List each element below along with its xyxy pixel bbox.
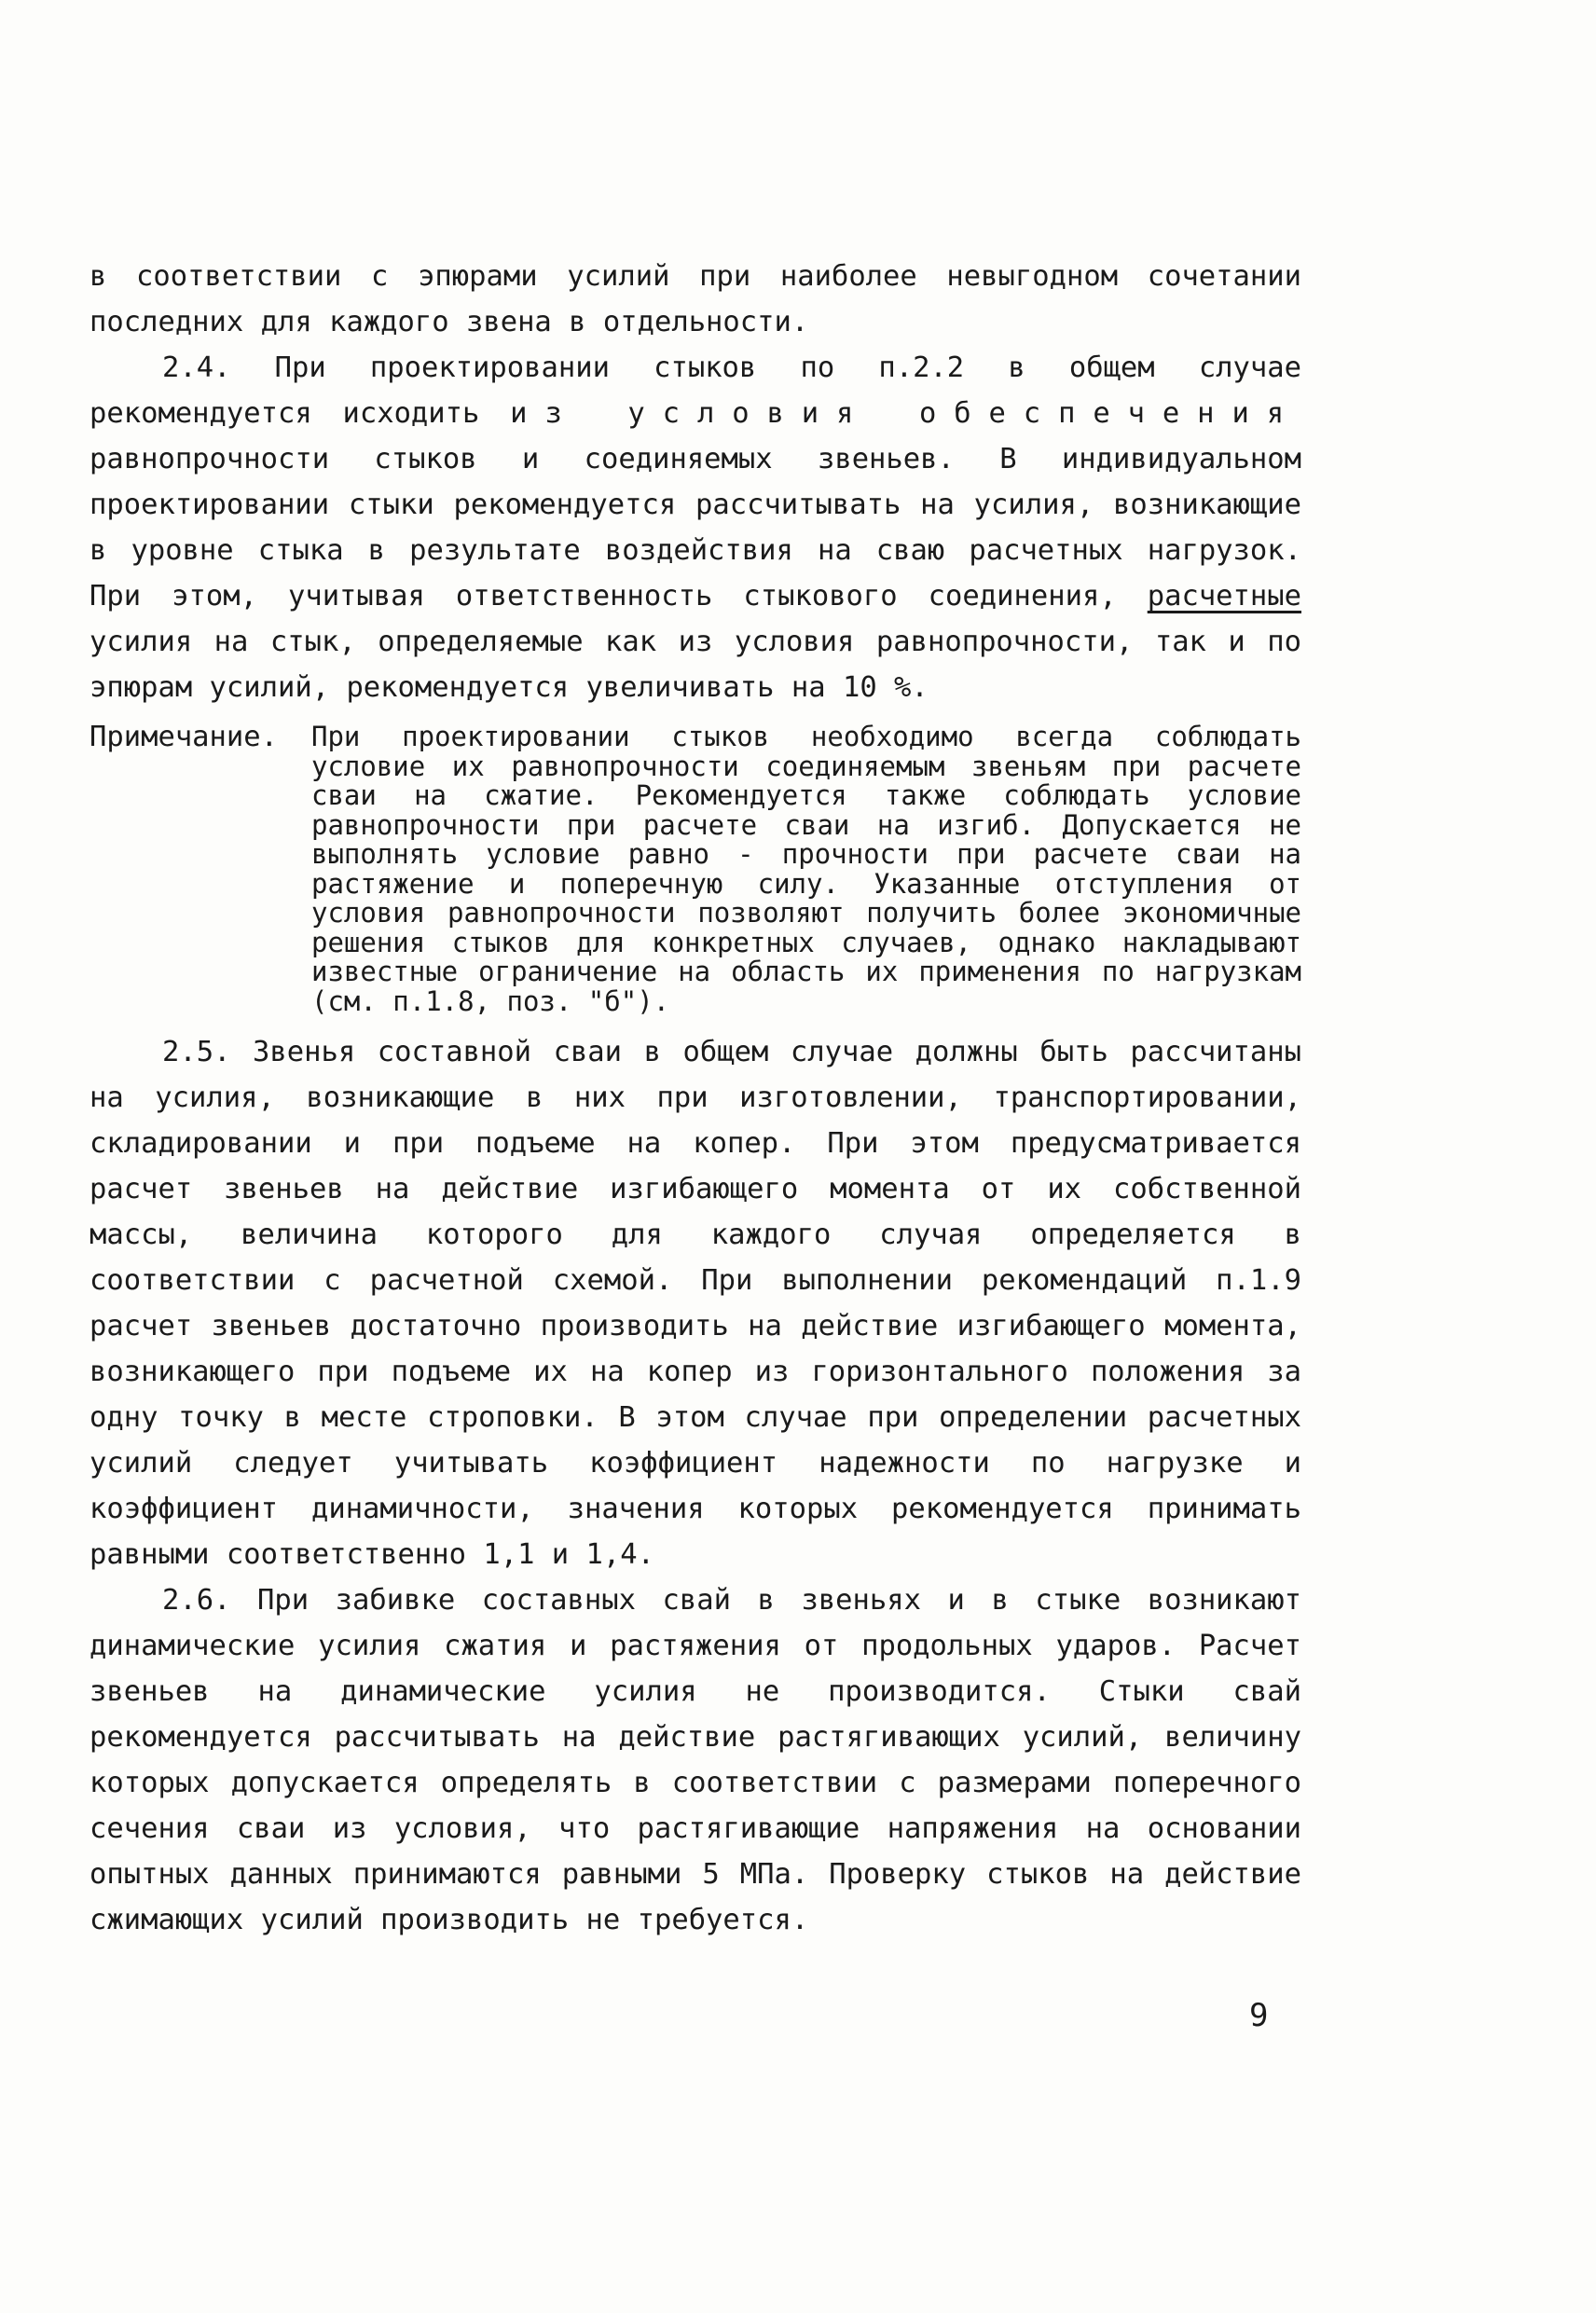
- paragraph-2-5: 2.5. Звенья составной сваи в общем случае должны быть рассчитаны на усилия, возникающие в них при изготовлении, транспортировании, складировании и при подъеме на копер. При этом предусматривается расчет звеньев на действие изгибающего момента от их собственной массы, величина которого для каждого случая определяется в соответствии с расчетной схемой. При выполнении рекомендаций п.1.9 расчет звеньев достаточно производить на действие изгибающего момента, возникающего при подъеме их на копер из горизонтального положения за одну точку в месте строповки. В этом случае при определении расчетных усилий следует учитывать коэффициент надежности по нагрузке и коэффициент динамичности, значения которых рекомендуется принимать равными соответственно 1,1 и 1,4.: [89, 1036, 1301, 1571]
- paragraph-2-4-part1: 2.4. При проектировании стыков по п.2.2 в общем случае рекомендуется исходить: [89, 351, 1301, 430]
- note-block: [89, 714, 1301, 1016]
- paragraph-2-4: [89, 345, 1301, 710]
- paragraph-2-4-underlined-word: расчетные: [1147, 580, 1301, 613]
- page-number: 9: [1249, 1997, 1269, 2034]
- note-text: При проектировании стыков необходимо всегда соблюдать условие их равнопрочности соединяемым звеньям при расчете сваи на сжатие. Рекомендуется также соблюдать условие равнопрочности при расчете сваи на изгиб. Допускается не выполнять условие равно - прочности при расчете сваи на растяжение и поперечную силу. Указанные отступления от условия равнопрочности позволяют получить более экономичные решения стыков для конкретных случаев, однако накладывают известные ограничение на область их применения по нагрузкам (см. п.1.8, поз. "б").: [311, 721, 1301, 1017]
- paragraph-2-4-part2: равнопрочности стыков и соединяемых звеньев. В индивидуальном проектировании стыки рекомендуется рассчитывать на усилия, возникающие в уровне стыка в результате воздействия на сваю расчетных нагрузок. При этом, учитывая ответственность стыкового соединения,: [89, 443, 1301, 613]
- paragraph-intro: в соответствии с эпюрами усилий при наиболее невыгодном сочетании последних для каждого звена в отдельности.: [89, 260, 1301, 338]
- note-label: Примечание.: [89, 721, 278, 753]
- paragraph-2-4-part3: усилия на стык, определяемые как из условия равнопрочности, так и по эпюрам усилий, рекомендуется увеличивать на 10 %.: [89, 626, 1301, 704]
- paragraph-2-6: 2.6. При забивке составных свай в звеньях и в стыке возникают динамические усилия сжатия и растяжения от продольных ударов. Расчет звеньев на динамические усилия не производится. Стыки свай рекомендуется рассчитывать на действие растягивающих усилий, величину которых допускается определять в соответствии с размерами поперечного сечения сваи из условия, что растягивающие напряжения на основании опытных данных принимаются равными 5 МПа. Проверку стыков на действие сжимающих усилий производить не требуется.: [89, 1584, 1301, 1936]
- paragraph-2-4-spaced-phrase: из условия обеспечения: [510, 397, 1301, 430]
- body-text: [89, 254, 1301, 1943]
